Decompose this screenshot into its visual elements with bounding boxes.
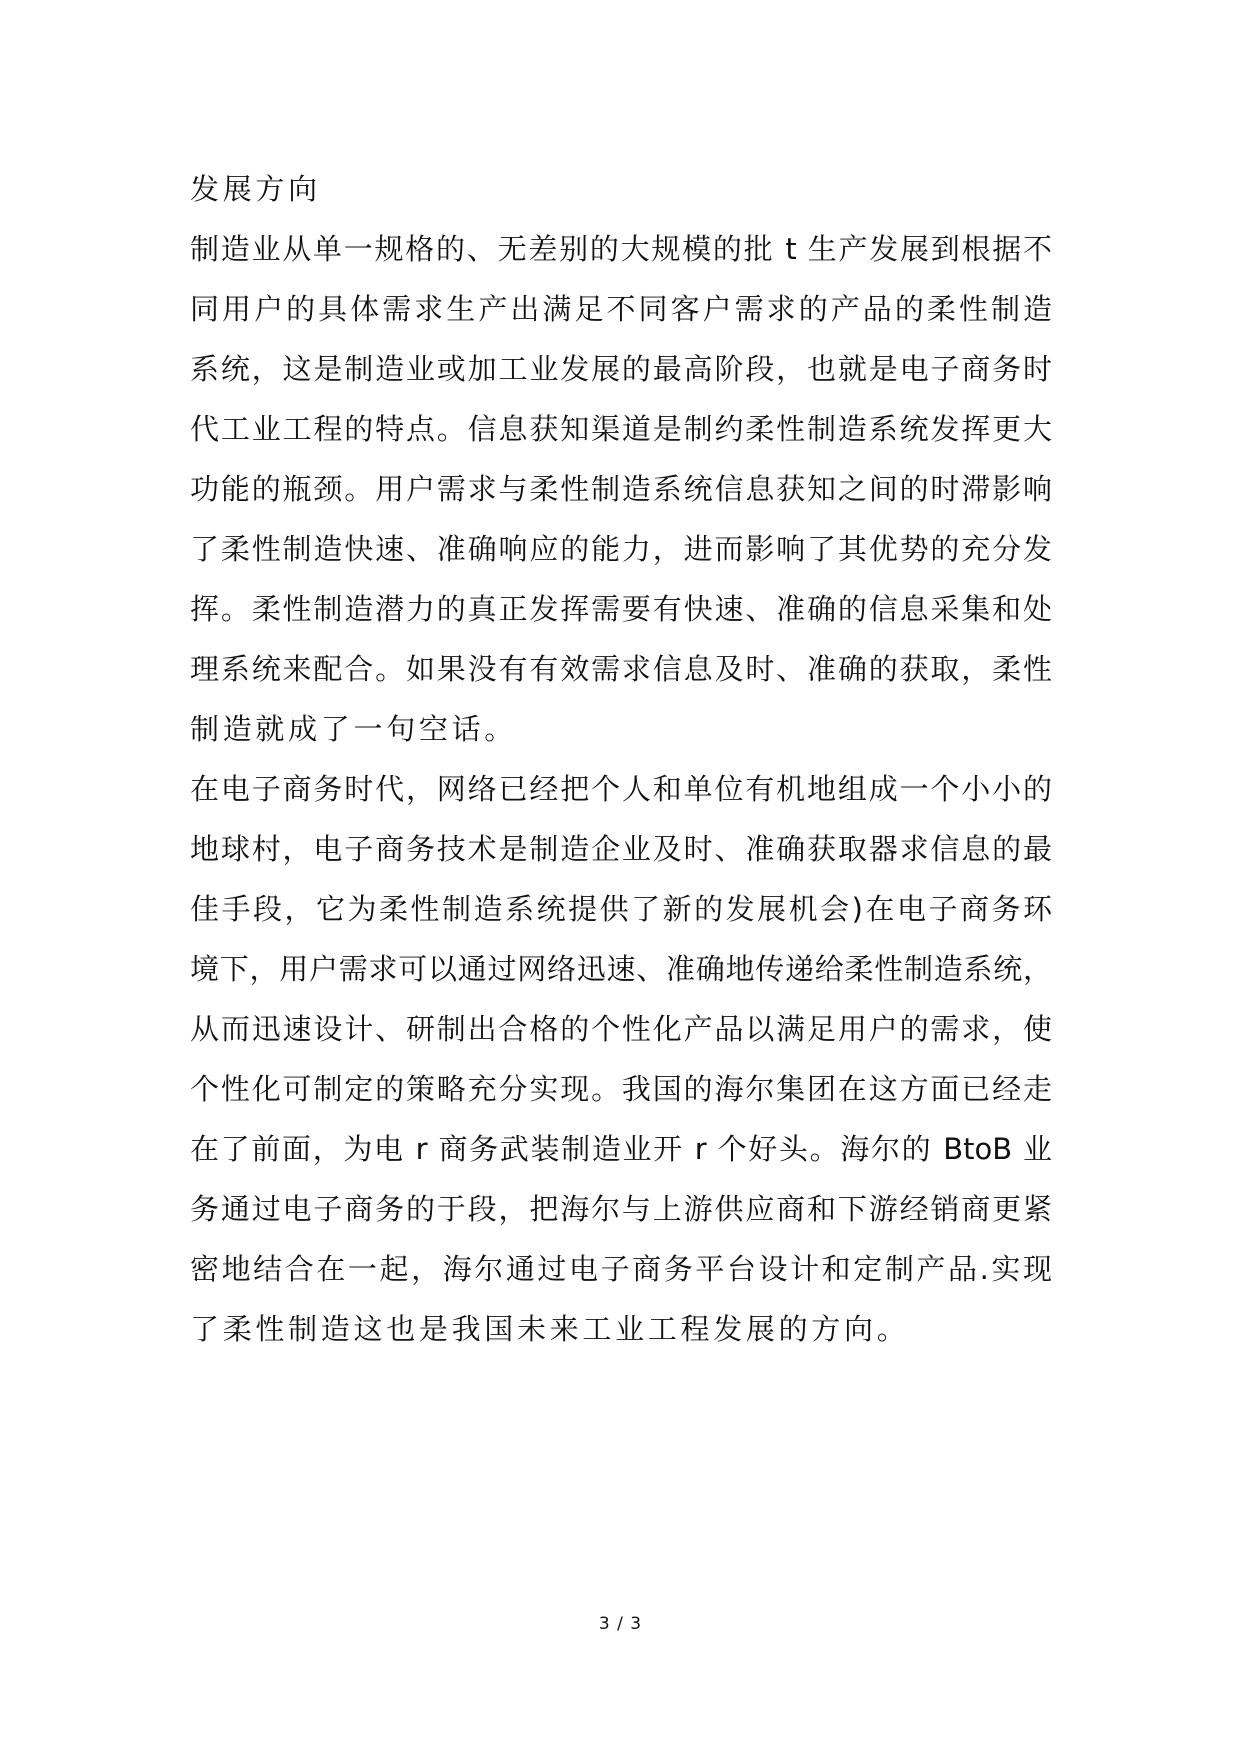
page-number: 3 / 3 <box>598 1614 643 1634</box>
document-body <box>190 159 1052 1359</box>
paragraph-line: 务通过电子商务的于段，把海尔与上游供应商和下游经销商更紧 <box>190 1192 1052 1226</box>
paragraph-1 <box>190 219 1052 759</box>
paragraph-line: 制造业从单一规格的、无差别的大规模的批 t 生产发展到根据不 <box>190 232 1052 266</box>
paragraph-line: 佳手段，它为柔性制造系统提供了新的发展机会)在电子商务环 <box>190 892 1052 926</box>
paragraph-line: 在电子商务时代，网络已经把个人和单位有机地组成一个小小的 <box>190 772 1052 806</box>
paragraph-line: 境下，用户需求可以通过网络迅速、准确地传递给柔性制造系统， <box>190 952 1052 986</box>
paragraph-line: 在了前面，为电 r 商务武装制造业开 r 个好头。海尔的 BtoB 业 <box>190 1132 1052 1166</box>
paragraph-line: 代工业工程的特点。信息获知渠道是制约柔性制造系统发挥更大 <box>190 412 1052 446</box>
paragraph-line: 从而迅速设计、研制出合格的个性化产品以满足用户的需求，使 <box>190 1012 1052 1046</box>
paragraph-line: 功能的瓶颈。用户需求与柔性制造系统信息获知之间的时滞影响 <box>190 472 1052 506</box>
paragraph-line: 个性化可制定的策略充分实现。我国的海尔集团在这方面已经走 <box>190 1072 1052 1106</box>
paragraph-line: 密地结合在一起，海尔通过电子商务平台设计和定制产品.实现 <box>190 1252 1052 1286</box>
paragraph-line: 地球村，电子商务技术是制造企业及时、准确获取器求信息的最 <box>190 832 1052 866</box>
paragraph-line: 理系统来配合。如果没有有效需求信息及时、准确的获取，柔性 <box>190 652 1052 686</box>
paragraph-line: 了柔性制造快速、准确响应的能力，进而影响了其优势的充分发 <box>190 532 1052 566</box>
paragraph-line: 制造就成了一句空话。 <box>190 712 518 746</box>
paragraph-2 <box>190 759 1052 1359</box>
section-heading: 发展方向 <box>190 172 321 206</box>
paragraph-line: 了柔性制造这也是我国未来工业工程发展的方向。 <box>190 1312 910 1346</box>
paragraph-line: 同用户的具体需求生产出满足不同客户需求的产品的柔性制造 <box>190 292 1052 326</box>
paragraph-line: 系统，这是制造业或加工业发展的最高阶段，也就是电子商务时 <box>190 352 1052 386</box>
paragraph-line: 挥。柔性制造潜力的真正发挥需要有快速、准确的信息采集和处 <box>190 592 1052 626</box>
